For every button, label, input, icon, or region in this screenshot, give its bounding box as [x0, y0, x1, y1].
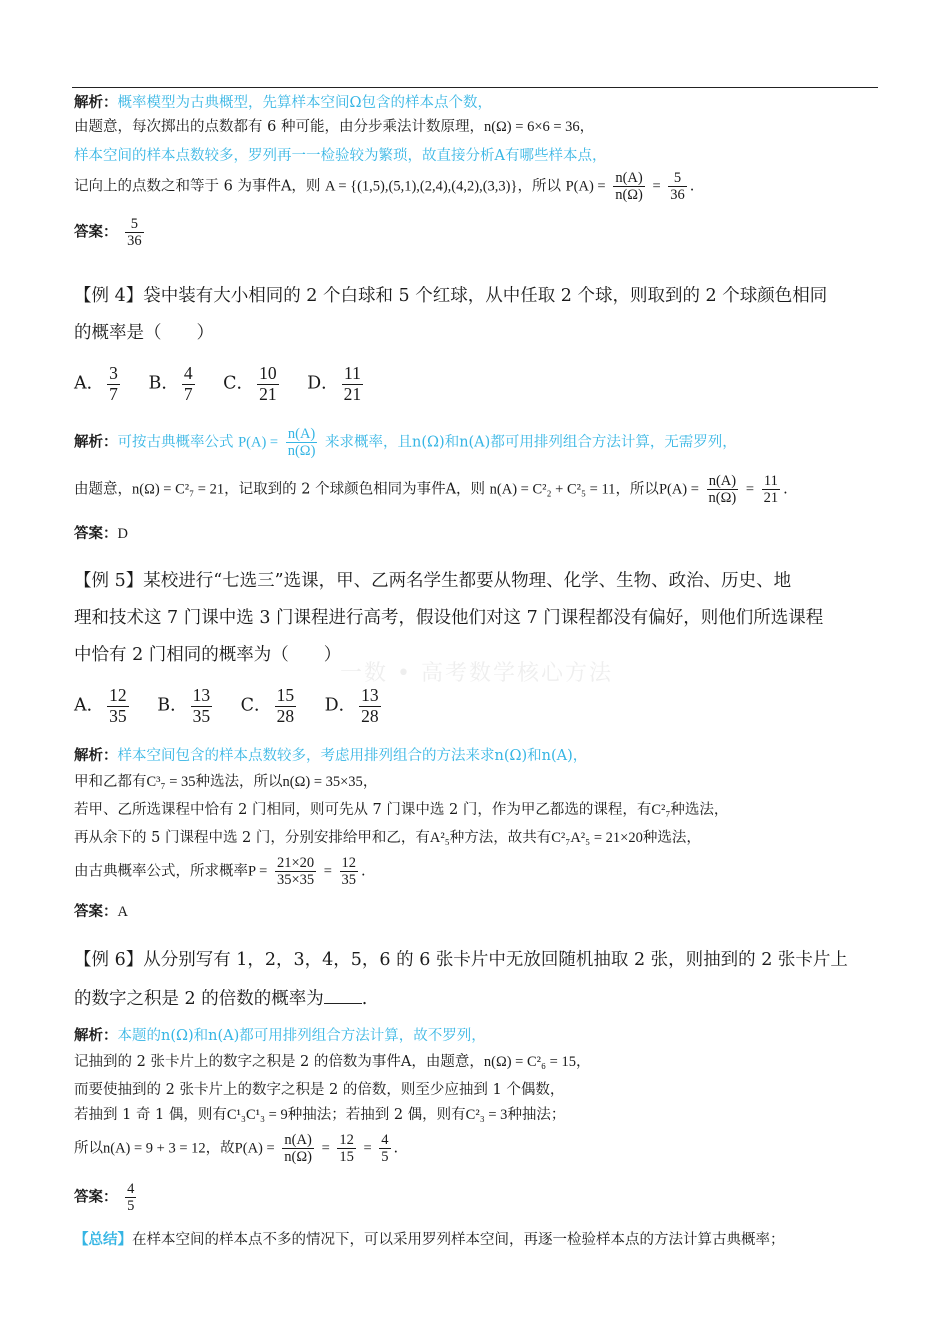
answer-fraction: $\frac{5}{36}$: [127, 216, 142, 250]
analysis-label: 解析：: [74, 434, 118, 451]
analysis-line: 解析：概率模型为古典概型，先算样本空间Ω包含的样本点个数，: [74, 95, 493, 111]
answer-line: 答案：A: [74, 904, 128, 920]
question-text: 的概率是（ ）: [74, 323, 214, 343]
fraction: $\frac{5}{36}$: [670, 170, 685, 204]
analysis-label: 解析：: [74, 95, 118, 111]
text-line: 甲和乙都有C³₇ = 35种选法，所以n(Ω) = 35×35，: [74, 774, 378, 790]
option-c[interactable]: C． $\frac{10}{21}$: [223, 363, 277, 404]
fraction: $\frac{n(A)}{n(\Omega)}$: [615, 170, 643, 204]
option-b[interactable]: B． $\frac{13}{35}$: [157, 685, 211, 726]
option-a[interactable]: A． $\frac{3}{7}$: [74, 363, 118, 404]
option-d[interactable]: D． $\frac{13}{28}$: [324, 685, 379, 726]
answer-label: 答案：: [74, 1189, 118, 1206]
fraction: $\frac{n(A)}{n(\Omega)}$: [287, 426, 316, 460]
question-text: 【例 4】袋中装有大小相同的 2 个白球和 5 个红球，从中任取 2 个球，则取到的 2 个球颜色相同: [74, 286, 828, 306]
summary-line: 【总结】在样本空间的样本点不多的情况下，可以采用罗列样本空间，再逐一检验样本点的方法计算古典概率；: [74, 1232, 785, 1248]
fraction: $\frac{n(A)}{n(\Omega)}$: [284, 1132, 312, 1166]
question-text: 的数字之积是 2 的倍数的概率为 .: [74, 989, 368, 1009]
fraction: $\frac{21\times 20}{35\times 35}$: [276, 855, 315, 889]
text-line: 再从余下的 5 门课程中选 2 门，分别安排给甲和乙，有A²₅种方法，故共有C²₇A²₅ = 21×20种选法，: [74, 830, 701, 846]
text-line: 由题意，每次掷出的点数都有 6 种可能，由分步乘法计数原理，n(Ω) = 6×6 = 36，: [74, 119, 595, 135]
question-text: 【例 6】从分别写有 1，2，3，4，5，6 的 6 张卡片中无放回随机抽取 2 张，则抽到的 2 张卡片上: [74, 950, 848, 970]
formula-line: 记向上的点数之和等于 6 为事件A，则 A = {(1,5),(5,1),(2,4),(4,2),(3,3)}，所以 P(A) = $\frac{n(A)}{n(\Omega)}$ = $\frac{5}{36}$ .: [74, 170, 695, 204]
analysis-label: 解析：: [74, 748, 118, 764]
option-c[interactable]: C． $\frac{15}{28}$: [240, 685, 295, 726]
option-row: [74, 686, 880, 726]
text-line: 若抽到 1 奇 1 偶，则有C¹₃C¹₃ = 9种抽法；若抽到 2 偶，则有C²₃ = 3种抽法；: [74, 1107, 566, 1123]
watermark: 一数 • 高考数学核心方法: [340, 661, 613, 686]
text-line: 记抽到的 2 张卡片上的数字之积是 2 的倍数为事件A，由题意，n(Ω) = C²₆ = 15，: [74, 1054, 591, 1070]
question-text: 【例 5】某校进行“七选三”选课，甲、乙两名学生都要从物理、化学、生物、政治、历史、地: [74, 571, 792, 591]
question-text: 中恰有 2 门相同的概率为（ ）: [74, 645, 342, 665]
question-text: 理和技术这 7 门课中选 3 门课程进行高考，假设他们对这 7 门课程都没有偏好，则他们所选课程: [74, 608, 824, 628]
option-b[interactable]: B． $\frac{4}{7}$: [148, 363, 193, 404]
fraction: $\frac{n(A)}{n(\Omega)}$: [708, 473, 737, 507]
answer-line: 答案：D: [74, 526, 128, 542]
option-d[interactable]: D． $\frac{11}{21}$: [307, 363, 362, 404]
fraction: $\frac{12}{35}$: [341, 855, 357, 889]
answer-label: 答案：: [74, 224, 118, 241]
answer-blank[interactable]: [324, 989, 362, 1004]
analysis-line: 解析：本题的n(Ω)和n(A)都可用排列组合方法计算，故不罗列，: [74, 1028, 486, 1044]
analysis-line: 解析：可按古典概率公式 P(A) = $\frac{n(A)}{n(\Omega)}$ 来求概率，且n(Ω)和n(A)都可用排列组合方法计算，无需罗列，: [74, 426, 737, 460]
answer-line: [74, 1181, 880, 1214]
option-a[interactable]: A． $\frac{12}{35}$: [74, 685, 127, 726]
answer-line: [74, 216, 880, 249]
analysis-line: 解析：样本空间包含的样本点数较多，考虑用排列组合的方法来求n(Ω)和n(A)，: [74, 748, 588, 764]
text-line: 样本空间的样本点数较多，罗列再一一检验较为繁琐，故直接分析A有哪些样本点，: [74, 148, 607, 164]
option-row: [74, 364, 880, 404]
answer-label: 答案：: [74, 526, 118, 542]
formula-line: 由古典概率公式，所求概率P = $\frac{21\times 20}{35\times 35}$ = $\frac{12}{35}$ .: [74, 855, 366, 889]
answer-fraction: $\frac{4}{5}$: [127, 1181, 135, 1215]
top-rule: [72, 87, 878, 88]
answer-label: 答案：: [74, 904, 118, 920]
text-line: 而要使抽到的 2 张卡片上的数字之积是 2 的倍数，则至少应抽到 1 个偶数，: [74, 1082, 565, 1098]
fraction: $\frac{12}{15}$: [339, 1132, 354, 1166]
fraction: $\frac{4}{5}$: [381, 1132, 389, 1166]
summary-label: 【总结】: [74, 1232, 132, 1248]
fraction: $\frac{11}{21}$: [763, 473, 779, 507]
text-line: 若甲、乙所选课程中恰有 2 门相同，则可先从 7 门课中选 2 门，作为甲乙都选的课程，有C²₇种选法，: [74, 802, 729, 818]
formula-line: 由题意，n(Ω) = C²₇ = 21，记取到的 2 个球颜色相同为事件A，则 n(A) = C²₂ + C²₅ = 11，所以P(A) = $\frac{n(A)}{n(\Omega)}$ = $\frac{11}{21}$ .: [74, 473, 788, 507]
formula-line: 所以n(A) = 9 + 3 = 12，故P(A) = $\frac{n(A)}{n(\Omega)}$ = $\frac{12}{15}$ = $\frac{4}{5}$ .: [74, 1132, 399, 1166]
analysis-label: 解析：: [74, 1028, 118, 1044]
